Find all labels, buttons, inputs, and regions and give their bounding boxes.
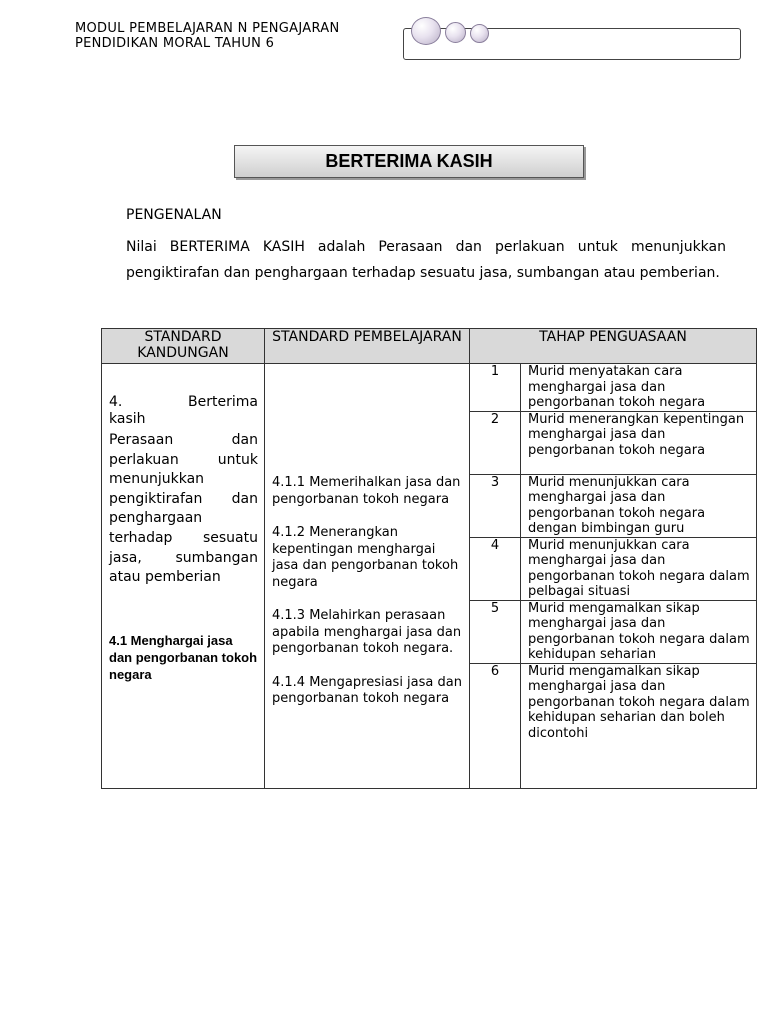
tahap-level: 3 [470, 474, 521, 537]
pembelajaran-item: 4.1.1 Memerihalkan jasa dan pengorbanan tokoh negara [272, 475, 461, 507]
header-tahap-penguasaan: TAHAP PENGUASAAN [470, 329, 757, 364]
tahap-description: Murid mengamalkan sikap menghargai jasa dan pengorbanan tokoh negara dalam kehidupan seharian dan boleh dicontohi [528, 663, 750, 741]
kandungan-value-name-2: kasih [109, 411, 146, 427]
tahap-level: 5 [470, 600, 521, 663]
standards-table [101, 328, 757, 789]
tahap-description: Murid mengamalkan sikap menghargai jasa dan pengorbanan tokoh negara dalam kehidupan seharian [521, 600, 757, 663]
tahap-level: 2 [470, 411, 521, 474]
tahap-level: 6 [470, 663, 521, 788]
kandungan-value-name: Berterima [188, 394, 258, 410]
tahap-row [470, 663, 756, 788]
tahap-cell [470, 364, 757, 789]
tahap-row [470, 364, 756, 411]
tahap-row [470, 537, 756, 600]
tahap-row [470, 411, 756, 474]
table-body-row [102, 364, 757, 789]
tahap-level: 1 [470, 364, 521, 411]
kandungan-sub-heading: 4.1 Menghargai jasa dan pengorbanan tokoh negara [109, 632, 258, 682]
intro-paragraph: Nilai BERTERIMA KASIH adalah Perasaan dan perlakuan untuk menunjukkan pengiktirafan dan penghargaan terhadap sesuatu jasa, sumbangan atau pemberian. [126, 239, 726, 281]
kandungan-cell [102, 364, 265, 789]
tahap-level: 4 [470, 537, 521, 600]
pembelajaran-cell [265, 364, 470, 789]
kandungan-description: Perasaan dan perlakuan untuk menunjukkan pengiktirafan dan penghargaan terhadap sesuatu jasa, sumbangan atau pemberian [109, 432, 258, 586]
page-title: BERTERIMA KASIH [234, 145, 584, 178]
table-header-row [102, 329, 757, 364]
header-module-title: MODUL PEMBELAJARAN N PENGAJARAN [75, 21, 340, 36]
tahap-description: Murid menunjukkan cara menghargai jasa dan pengorbanan tokoh negara dalam pelbagai situasi [521, 537, 757, 600]
pembelajaran-item: 4.1.2 Menerangkan kepentingan menghargai jasa dan pengorbanan tokoh negara [272, 525, 459, 590]
intro-heading: PENGENALAN [126, 207, 222, 223]
document-header [75, 21, 339, 51]
decorative-circle-small [470, 24, 489, 43]
decorative-circle-large [411, 17, 441, 45]
tahap-description: Murid menerangkan kepentingan menghargai jasa dan pengorbanan tokoh negara [521, 411, 757, 474]
tahap-description: Murid menunjukkan cara menghargai jasa dan pengorbanan tokoh negara dengan bimbingan guru [521, 474, 757, 537]
pembelajaran-item: 4.1.4 Mengapresiasi jasa dan pengorbanan tokoh negara [272, 674, 462, 706]
header-subject-title: PENDIDIKAN MORAL TAHUN 6 [75, 36, 275, 51]
tahap-row [470, 474, 756, 537]
kandungan-number: 4. [109, 394, 123, 410]
header-standard-kandungan: STANDARD KANDUNGAN [102, 329, 265, 364]
tahap-description: Murid menyatakan cara menghargai jasa dan pengorbanan tokoh negara [521, 364, 757, 411]
pembelajaran-item: 4.1.3 Melahirkan perasaan apabila menghargai jasa dan pengorbanan tokoh negara. [272, 608, 462, 656]
tahap-table [470, 364, 756, 788]
tahap-row [470, 600, 756, 663]
kandungan-title [109, 394, 258, 410]
header-standard-pembelajaran: STANDARD PEMBELAJARAN [265, 329, 470, 364]
decorative-circle-medium [445, 22, 466, 43]
